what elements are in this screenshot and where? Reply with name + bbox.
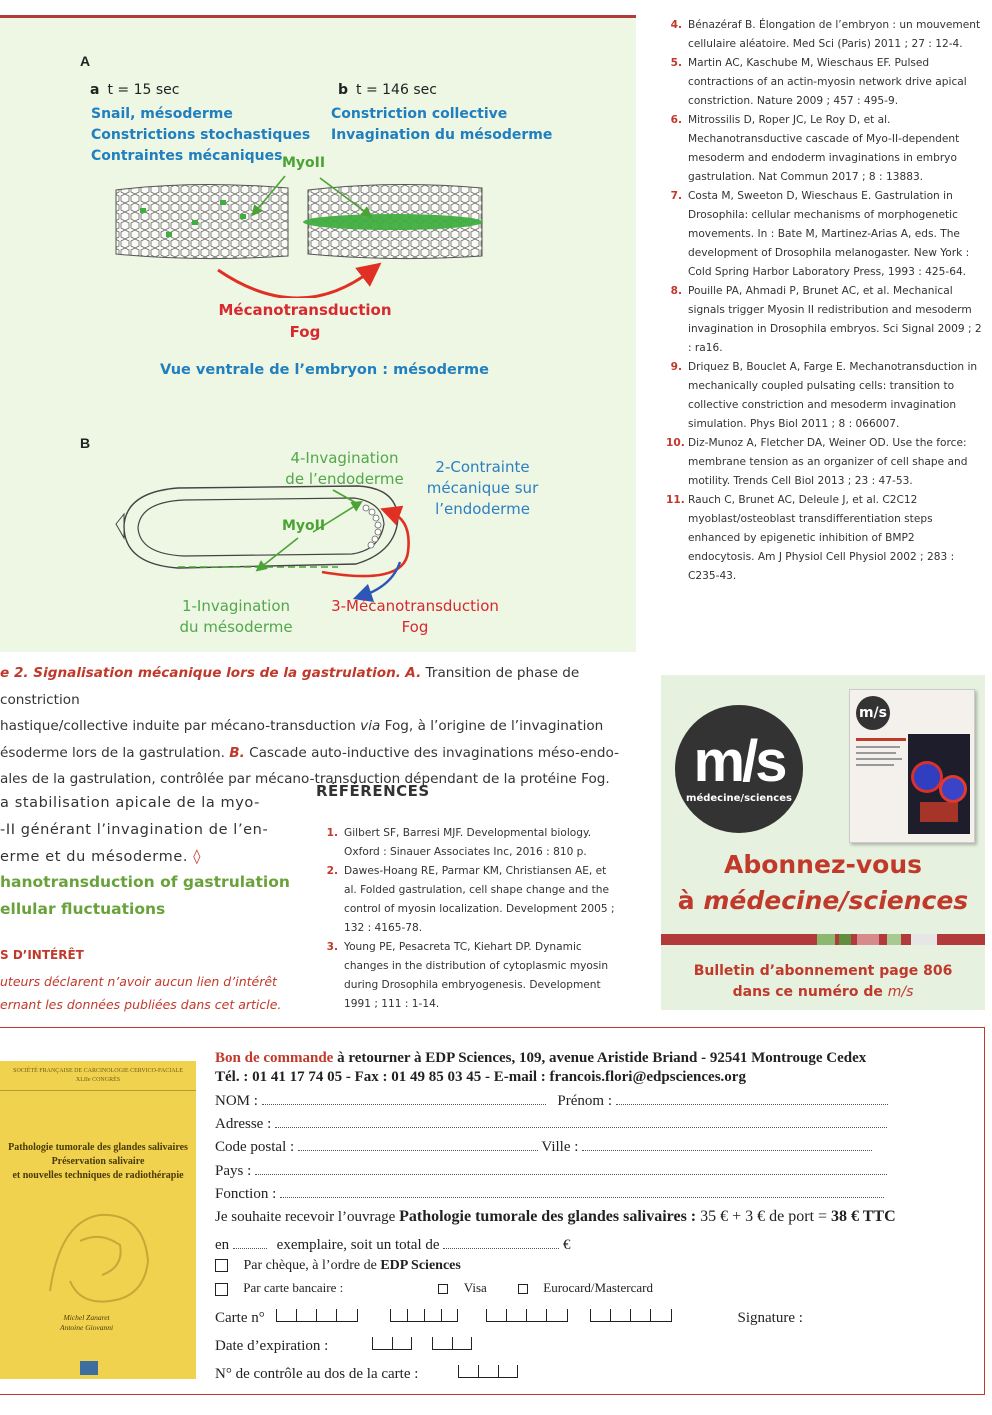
body-line3: erme et du mésoderme. [0, 849, 189, 865]
prenom-field[interactable] [616, 1092, 888, 1105]
fonction-field[interactable] [280, 1185, 884, 1198]
controle-label: N° de contrôle au dos de la carte : [215, 1366, 419, 1382]
reference-item [666, 187, 984, 282]
en-label: en [215, 1237, 230, 1253]
ref-num: 2. [326, 865, 338, 877]
panel-a-drawing [100, 158, 520, 298]
english-title-line1: hanotransduction of gastrulation [0, 873, 290, 891]
date-row [215, 1335, 472, 1355]
contrainte-line1: 2-Contrainte [435, 458, 530, 476]
prenom-label: Prénom : [557, 1093, 613, 1109]
ad-title-line2 [661, 883, 985, 919]
ref-num: 11. [666, 494, 685, 506]
ref-num: 7. [670, 190, 682, 202]
pays-row [215, 1162, 887, 1180]
book-illustration [40, 1201, 160, 1311]
reference-item [666, 358, 984, 434]
body-line2: -II générant l’invagination de l’en- [0, 822, 269, 838]
references-list-right [666, 16, 984, 586]
ville-label: Ville : [541, 1139, 579, 1155]
code-postal-label: Code postal : [215, 1139, 295, 1155]
bon-de-commande: Bon de commande [215, 1050, 334, 1066]
caption-text2: hastique/collective induite par mécano-transduction [0, 718, 361, 734]
ad-color-bar [661, 934, 985, 945]
ouvrage-title: Pathologie tumorale des glandes salivaires : [399, 1208, 697, 1225]
contrainte-line2: mécanique sur [426, 479, 539, 497]
conflict-line2: ernant les données publiées dans cet article. [0, 997, 282, 1012]
cheque-label: Par chèque, à l’ordre de [243, 1258, 381, 1273]
conflict-heading: S D’INTÉRÊT [0, 948, 84, 962]
caption-text3b: Cascade auto-inductive des invaginations méso-endo- [244, 744, 620, 761]
figure-caption [0, 660, 640, 793]
total-price: 38 € TTC [831, 1208, 896, 1225]
ref-num: 1. [326, 827, 338, 839]
inv-mesoderme-label [170, 596, 302, 638]
end-diamond-icon: ◊ [193, 849, 202, 865]
ville-field[interactable] [582, 1138, 872, 1151]
reference-item [666, 16, 984, 54]
caption-via: via [360, 718, 381, 734]
ad-title-prefix: à [677, 886, 704, 915]
time-b-label [338, 82, 437, 98]
panel-a-letter: A [80, 53, 91, 69]
cheque-row [215, 1258, 461, 1274]
visa-label: Visa [463, 1280, 487, 1295]
book-header [0, 1061, 196, 1091]
book-title-line2: Préservation salivaire [51, 1156, 145, 1167]
inv-meso-line2: du mésoderme [179, 618, 293, 636]
contrainte-label [420, 457, 545, 520]
ref-num: 3. [326, 941, 338, 953]
book-title [0, 1141, 196, 1183]
pays-label: Pays : [215, 1163, 252, 1179]
code-postal-field[interactable] [298, 1138, 538, 1151]
edp-logo-icon [80, 1361, 98, 1375]
sub-a-letter: a [90, 82, 100, 98]
reference-item [666, 282, 984, 358]
caption-text2b: Fog, à l’origine de l’invagination [380, 718, 604, 734]
ref-text: Martin AC, Kaschube M, Wieschaus EF. Pulsed contractions of an actin-myosin network drive apical constriction. Nature 2009 ; 457 : 495-9. [688, 57, 967, 107]
caption-line4: ales de la gastrulation, contrôlée par mécano-transduction dépendant de la protéine Fog. [0, 771, 610, 787]
contraintes-label: Contraintes mécaniques [91, 148, 283, 164]
book-congress: XLIIe CONGRÈS [75, 1077, 121, 1083]
caption-b: B. [229, 744, 245, 761]
ref-text: Driquez B, Bouclet A, Farge E. Mechanotransduction in mechanically coupled pulsating cells: transition to collective constriction and mesoderm invagination simulation. Phys Biol 2011 ; 8 : 066007. [688, 361, 978, 430]
total-field[interactable] [443, 1236, 559, 1249]
carte-checkbox[interactable] [215, 1283, 228, 1296]
book-society: SOCIÉTÉ FRANÇAISE DE CARCINOLOGIE CERVICO-FACIALE [13, 1068, 183, 1074]
controle-field[interactable] [458, 1363, 518, 1378]
body-line3-wrap [0, 844, 290, 871]
ad-title-line1: Abonnez-vous [723, 850, 923, 879]
panel-b-letter: B [80, 435, 91, 451]
visa-checkbox[interactable] [438, 1284, 448, 1294]
references-heading: RÉFÉRENCES [316, 782, 430, 800]
exp-year-field[interactable] [432, 1335, 472, 1350]
time-a: t = 15 sec [107, 82, 180, 98]
mecano-label-b [322, 596, 508, 638]
form-contact: Tél. : 01 41 17 74 05 - Fax : 01 49 85 03 45 - E-mail : francois.flori@edpsciences.org [215, 1069, 746, 1085]
cover-logo: m/s [856, 696, 890, 730]
ref-num: 9. [670, 361, 682, 373]
caption-line1 [0, 660, 640, 713]
ms-logo-text: m/s [693, 729, 785, 794]
mecano-text-a: Mécanotransduction [218, 301, 392, 319]
carte-label: Par carte bancaire : [243, 1280, 344, 1295]
inv-endoderme-label [282, 448, 407, 490]
controle-row [215, 1363, 518, 1383]
caption-text1: Transition de phase de constriction [0, 665, 580, 708]
contrainte-line3: l’endoderme [435, 500, 530, 518]
edp-name: EDP Sciences [380, 1258, 461, 1273]
mecano-text-b: 3-Mécanotransduction [331, 597, 499, 615]
ad-bulletin-journal: m/s [887, 984, 914, 1000]
inv-endo-line1: 4-Invagination [290, 449, 399, 467]
conflict-line1: uteurs déclarent n’avoir aucun lien d’intérêt [0, 974, 277, 989]
subscription-ad[interactable] [661, 675, 985, 1010]
book-author-1: Michel Zanaret [63, 1313, 110, 1322]
fog-text-a: Fog [289, 323, 321, 341]
signature-label: Signature : [737, 1310, 803, 1326]
ad-title [661, 847, 985, 919]
reference-item [666, 491, 984, 586]
reference-item [322, 824, 622, 862]
nom-field[interactable] [262, 1092, 546, 1105]
book-title-line1: Pathologie tumorale des glandes salivaires [8, 1142, 188, 1153]
myoii-label-b: MyoII [282, 518, 326, 534]
myoii-label-a: MyoII [282, 155, 326, 171]
english-title-line2: ellular fluctuations [0, 900, 166, 918]
magazine-cover-image [849, 689, 975, 843]
exemplaire-label: exemplaire, soit un total de [276, 1237, 440, 1253]
nom-row [215, 1092, 888, 1110]
caption-line2 [0, 713, 640, 740]
vue-ventrale-label: Vue ventrale de l’embryon : mésoderme [160, 362, 489, 378]
body-paragraph [0, 790, 290, 871]
references-list-left [322, 824, 622, 1014]
panel-a-lines-right [331, 104, 552, 146]
time-a-label [90, 82, 179, 98]
body-line1: a stabilisation apicale de la myo- [0, 795, 261, 811]
ref-num: 4. [670, 19, 682, 31]
inv-meso-line1: 1-Invagination [181, 597, 291, 615]
eurocard-checkbox[interactable] [518, 1284, 528, 1294]
prix-text: 35 € + 3 € de port = [696, 1208, 832, 1225]
euro-sign: € [563, 1237, 571, 1253]
ms-logo [675, 705, 803, 833]
inv-endo-line2: de l’endoderme [285, 470, 404, 488]
sub-b-letter: b [338, 82, 349, 98]
reference-item [666, 434, 984, 491]
adresse-row [215, 1115, 887, 1133]
quantity-field[interactable] [233, 1236, 267, 1249]
caption-text3: ésoderme lors de la gastrulation. [0, 744, 230, 761]
quantity-row [215, 1236, 571, 1254]
carte-no-label: Carte n° [215, 1310, 265, 1326]
reference-item [322, 862, 622, 938]
conflict-text [0, 970, 300, 1016]
time-b: t = 146 sec [356, 82, 437, 98]
form-header [215, 1050, 866, 1067]
carte-no-row [215, 1307, 803, 1327]
reference-item [666, 54, 984, 111]
cheque-checkbox[interactable] [215, 1259, 228, 1272]
ref-num: 8. [670, 285, 682, 297]
fog-text-b: Fog [401, 618, 429, 636]
ad-bulletin-line1: Bulletin d’abonnement page 806 [693, 963, 953, 979]
souhaite-text: Je souhaite recevoir l’ouvrage [215, 1209, 400, 1225]
invagination-label: Invagination du mésoderme [331, 127, 553, 143]
card-digits-group-3[interactable] [486, 1307, 568, 1322]
fonction-row [215, 1185, 884, 1203]
stochastic-label: Constrictions stochastiques [91, 127, 311, 143]
ouvrage-row [215, 1208, 896, 1226]
caption-a: A. [405, 665, 422, 681]
reference-item [666, 111, 984, 187]
ref-num: 10. [666, 437, 685, 449]
fonction-label: Fonction : [215, 1186, 277, 1202]
ad-bulletin-line2 [661, 982, 985, 1003]
pays-field[interactable] [255, 1162, 887, 1175]
card-digits-group-2[interactable] [390, 1307, 458, 1322]
book-cover-image [0, 1061, 196, 1379]
exp-month-field[interactable] [372, 1335, 412, 1350]
adresse-label: Adresse : [215, 1116, 272, 1132]
ref-text: Rauch C, Brunet AC, Deleule J, et al. C2C12 myoblast/osteoblast transdifferentiation steps enhanced by epigenetic inhibition of BMP2 endocytosis. Am J Physiol Cell Physiol 2002 ; 283 : C235-43. [688, 494, 955, 582]
mecano-label-a [205, 299, 405, 343]
book-authors [60, 1313, 113, 1333]
book-title-line3: et nouvelles techniques de radiothérapie [12, 1170, 184, 1181]
ref-text: Gilbert SF, Barresi MJF. Developmental biology. Oxford : Sinauer Associates Inc, 2016 : 810 p. [344, 827, 592, 858]
ms-logo-subtitle: médecine/sciences [686, 793, 792, 804]
caption-title: e 2. Signalisation mécanique lors de la gastrulation. [0, 665, 401, 681]
ref-text: Pouille PA, Ahmadi P, Brunet AC, et al. Mechanical signals trigger Myosin II redistribution and mesoderm invagination in Drosophila embryos. Sci Signal 2009 ; 2 : ra16. [688, 285, 982, 354]
card-digits-group-4[interactable] [590, 1307, 672, 1322]
ref-text: Diz-Munoz A, Fletcher DA, Weiner OD. Use the force: membrane tension as an organizer of cell shape and motility. Trends Cell Biol 2013 ; 23 : 47-53. [688, 437, 968, 487]
adresse-field[interactable] [275, 1115, 887, 1128]
form-address: à retourner à EDP Sciences, 109, avenue Aristide Briand - 92541 Montrouge Cedex [333, 1050, 867, 1066]
nom-label: NOM : [215, 1093, 258, 1109]
date-exp-label: Date d’expiration : [215, 1338, 329, 1354]
ref-text: Dawes-Hoang RE, Parmar KM, Christiansen AE, et al. Folded gastrulation, cell shape change and the control of myosin localization. Development 2005 ; 132 : 4165-78. [344, 865, 615, 934]
ref-num: 5. [670, 57, 682, 69]
caption-line3 [0, 740, 640, 767]
code-ville-row [215, 1138, 872, 1156]
order-form [0, 1027, 985, 1395]
reference-item [322, 938, 622, 1014]
book-author-2: Antoine Giovanni [60, 1323, 114, 1332]
snail-label: Snail, mésoderme [91, 106, 233, 122]
ad-bulletin-text[interactable] [661, 961, 985, 1003]
card-digits-group-1[interactable] [276, 1307, 358, 1322]
collective-label: Constriction collective [331, 106, 508, 122]
ref-text: Bénazéraf B. Élongation de l’embryon : un mouvement cellulaire aléatoire. Med Sci (Paris) 2011 ; 27 : 12-4. [688, 19, 981, 50]
figure-panel [0, 15, 636, 652]
ref-text: Costa M, Sweeton D, Wieschaus E. Gastrulation in Drosophila: cellular mechanisms of morphogenetic movements. In : Bate M, Martinez-Arias A, eds. The development of Drosophila melanogaster. New York : Cold Spring Harbor Laboratory Press, 1993 : 425-64. [688, 190, 970, 278]
ref-num: 6. [670, 114, 682, 126]
ref-text: Mitrossilis D, Roper JC, Le Roy D, et al. Mechanotransductive cascade of Myo-II-dependent mesoderm and endoderm invaginations in embryo gastrulation. Nat Commun 2017 ; 8 : 13883. [688, 114, 960, 183]
ad-bulletin-prefix: dans ce numéro de [732, 984, 888, 1000]
ref-text: Young PE, Pesacreta TC, Kiehart DP. Dynamic changes in the distribution of cytoplasmic myosin during Drosophila embryogenesis. Development 1991 ; 111 : 1-14. [344, 941, 609, 1010]
ad-title-journal: médecine/sciences [703, 886, 969, 915]
carte-row [215, 1280, 653, 1296]
english-title [0, 869, 300, 923]
eurocard-label: Eurocard/Mastercard [543, 1280, 654, 1295]
